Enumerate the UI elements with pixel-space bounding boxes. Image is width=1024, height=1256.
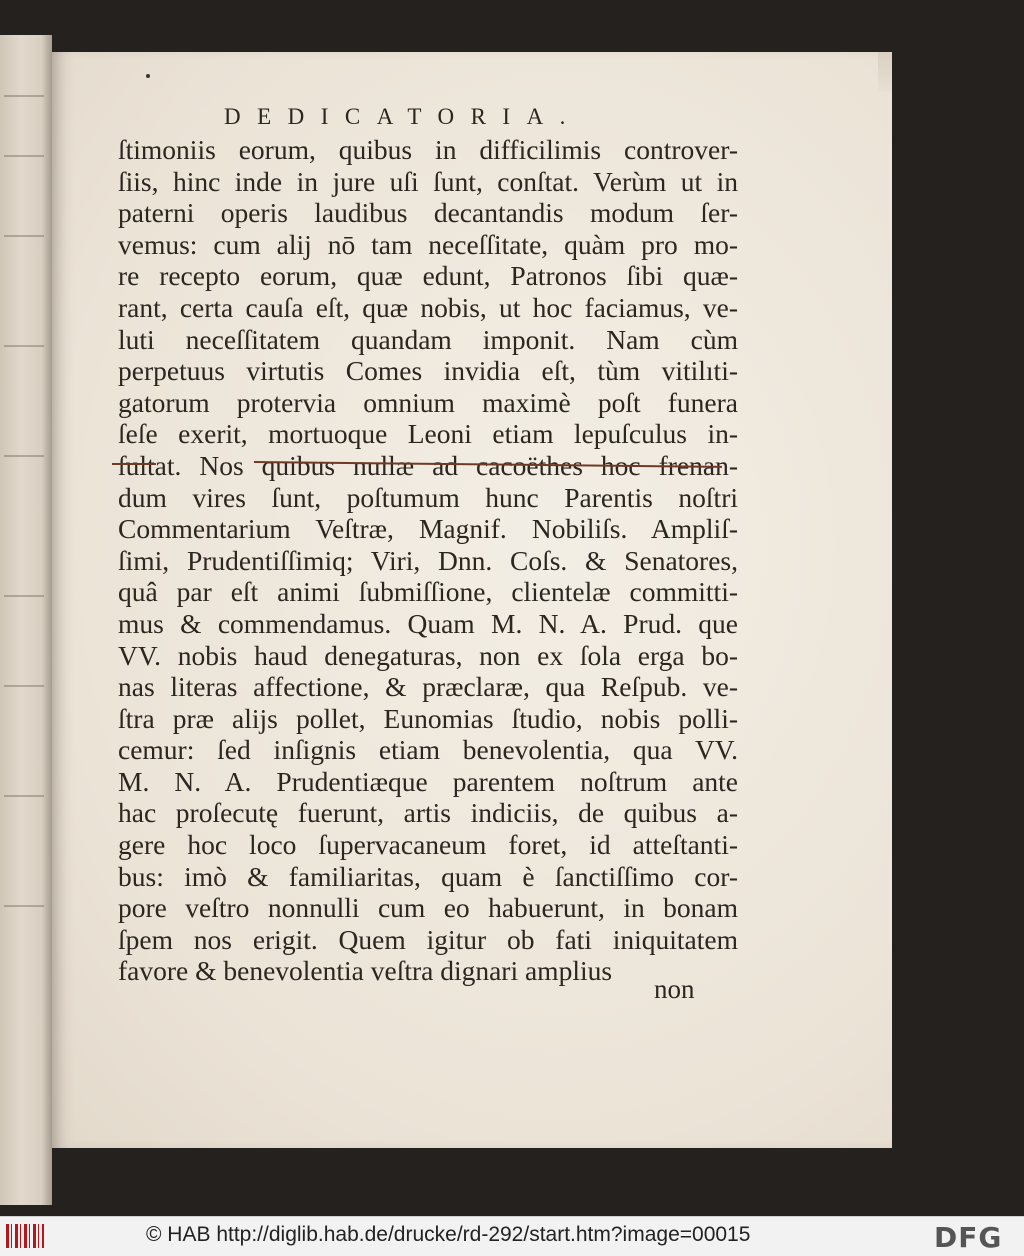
text-line: ſiis, hinc inde in jure uſi ſunt, conſtat. Verùm ut in [118,165,738,197]
text-line: hac proſecutę fuerunt, artis indiciis, de quibus a- [118,797,738,829]
handwritten-underline [112,463,156,465]
text-line: VV. nobis haud denegaturas, non ex ſola erga bo- [118,639,738,671]
text-line: ſtimoniis eorum, quibus in difficilimis controver- [118,134,738,165]
text-line: rant, certa cauſa eſt, quæ nobis, ut hoc faciamus, ve- [118,291,738,323]
catchword: non [654,974,695,1004]
page-mark [146,74,150,78]
text-line: ſeſe exerit, mortuoque Leoni etiam lepuſculus in- [118,418,738,450]
text-line: mus & commendamus. Quam M. N. A. Prud. que [118,607,738,639]
text-line: favore & benevolentia veſtra dignari amplius [118,955,613,987]
text-line: dum vires ſunt, poſtumum hunc Parentis noſtri [118,481,738,513]
viewer-footer [0,1216,1024,1256]
footer-credit-link[interactable]: © HAB http://diglib.hab.de/drucke/rd-292/start.htm?image=00015 [146,1223,751,1246]
running-head: DEDICATORIA. [224,104,582,129]
dfg-logo[interactable]: DFG [934,1221,1003,1254]
page-corner-fold [878,52,892,92]
text-line: ſimi, Prudentiſſimiq; Viri, Dnn. Coſs. & Senatores, [118,544,738,576]
text-line: gatorum protervia omnium maximè poſt funera [118,386,738,418]
text-line: perpetuus virtutis Comes invidia eſt, tùm vitilıti- [118,355,738,387]
text-line: Commentarium Veſtræ, Magnif. Nobiliſs. Ampliſ- [118,513,738,545]
body-text [118,134,738,987]
text-line: vemus: cum alij nō tam neceſſitate, quàm pro mo- [118,228,738,260]
text-line: pore veſtro nonnulli cum eo habuerunt, in bonam [118,892,738,924]
text-line: gere hoc loco ſupervacaneum foret, id atteſtanti- [118,829,738,861]
text-line: luti neceſſitatem quandam imponit. Nam cùm [118,323,738,355]
hab-barcode-logo[interactable] [6,1224,44,1248]
text-line: M. N. A. Prudentiæque parentem noſtrum ante [118,765,738,797]
text-line: ſpem nos erigit. Quem igitur ob fati iniquitatem [118,923,738,955]
previous-page-edge [0,35,52,1205]
text-line: cemur: ſed inſignis etiam benevolentia, qua VV. [118,734,738,766]
text-line: bus: imò & familiaritas, quam è ſanctiſſimo cor- [118,860,738,892]
text-line: quâ par eſt animi ſubmiſſione, clientelæ committi- [118,576,738,608]
text-line: nas literas affectione, & præclaræ, qua Reſpub. ve- [118,671,738,703]
text-line: ſtra præ alijs pollet, Eunomias ſtudio, nobis polli- [118,702,738,734]
text-line: ſultat. Nos quibus nullæ ad cacoëthes hoc frenan- [118,449,738,481]
text-line: paterni operis laudibus decantandis modum ſer- [118,197,738,229]
book-page [52,52,892,1148]
text-line: re recepto eorum, quæ edunt, Patronos ſibi quæ- [118,260,738,292]
